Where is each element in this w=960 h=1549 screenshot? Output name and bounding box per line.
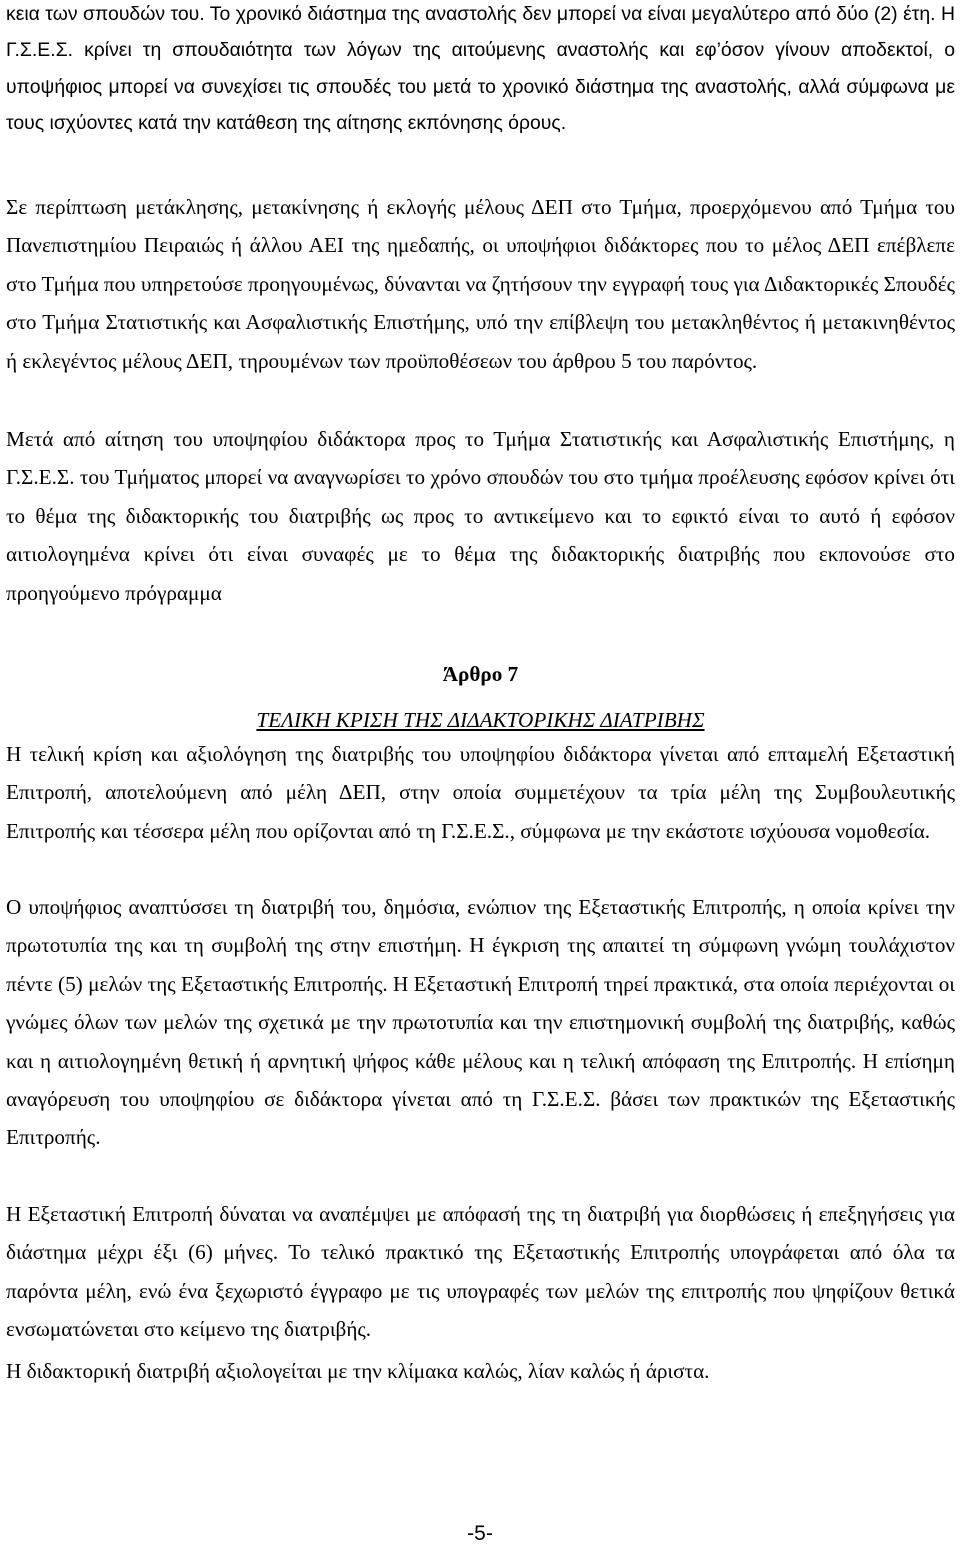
article-title: ΤΕΛΙΚΗ ΚΡΙΣΗ ΤΗΣ ΔΙΔΑΚΤΟΡΙΚΗΣ ΔΙΑΤΡΙΒΗΣ: [256, 708, 705, 732]
paragraph-thesis-revision: Η Εξεταστική Επιτροπή δύναται να αναπέμψει με απόφασή της τη διατριβή για διορθώσεις ή επεξηγήσεις για διάστημα μέχρι έξι (6) μήνες. Το τελικό πρακτικό της Εξεταστικής Επιτροπής υπογράφεται από όλα τα παρόντα μέλη, ενώ ένα ξεχωριστό έγγραφο με τις υπογραφές των μελών της επιτροπής που ψηφίζουν θετικά ενσωματώνεται στο κείμενο της διατριβής.: [6, 1202, 955, 1342]
paragraph-examination-committee: Η τελική κρίση και αξιολόγηση της διατριβής του υποψηφίου διδάκτορα γίνεται από επταμελή Εξεταστική Επιτροπή, αποτελούμενη από μέλη ΔΕΠ, στην οποία συμμετέχουν τα τρία μέλη της Συμβουλευτικής Επιτροπής και τέσσερα μέλη που ορίζονται από τη Γ.Σ.Ε.Σ., σύμφωνα με την εκάστοτε ισχύουσα νομοθεσία.: [6, 742, 955, 843]
paragraph-study-time-recognition: Μετά από αίτηση του υποψηφίου διδάκτορα προς το Τμήμα Στατιστικής και Ασφαλιστικής Επιστήμης, η Γ.Σ.Ε.Σ. του Τμήματος μπορεί να αναγνωρίσει το χρόνο σπουδών του στο τμήμα προέλευσης εφόσον κρίνει ότι το θέμα της διδακτορικής του διατριβής ως προς το αντικείμενο και το εφικτό είναι το αυτό ή εφόσον αιτιολογημένα κρίνει ότι είναι συναφές με το θέμα της διδακτορικής διατριβής που εκπονούσε στο προηγούμενο πρόγραμμα: [6, 427, 955, 605]
page-number: -5-: [467, 1522, 493, 1545]
paragraph-staff-transfer: Σε περίπτωση μετάκλησης, μετακίνησης ή εκλογής μέλους ΔΕΠ στο Τμήμα, προερχόμενου από Τμήμα του Πανεπιστημίου Πειραιώς ή άλλου ΑΕΙ της ημεδαπής, οι υποψήφιοι διδάκτορες που το μέλος ΔΕΠ επέβλεπε στο Τμήμα που υπηρετούσε προηγουμένως, δύνανται να ζητήσουν την εγγραφή τους για Διδακτορικές Σπουδές στο Τμήμα Στατιστικής και Ασφαλιστικής Επιστήμης, υπό την επίβλεψη του μετακληθέντος ή μετακινηθέντος ή εκλεγέντος μέλους ΔΕΠ, τηρουμένων των προϋποθέσεων του άρθρου 5 του παρόντος.: [6, 195, 955, 373]
paragraph-suspension-continuation: κεια των σπουδών του. Το χρονικό διάστημα της αναστολής δεν μπορεί να είναι μεγαλύτερο από δύο (2) έτη. Η Γ.Σ.Ε.Σ. κρίνει τη σπουδαιότητα των λόγων της αιτούμενης αναστολής και εφ’όσον γίνουν αποδεκτοί, ο υποψήφιος μπορεί να συνεχίσει τις σπουδές του μετά το χρονικό διάστημα της αναστολής, αλλά σύμφωνα με τους ισχύοντες κατά την κατάθεση της αίτησης εκπόνησης όρους.: [6, 3, 955, 134]
paragraph-grading-scale: Η διδακτορική διατριβή αξιολογείται με την κλίμακα καλώς, λίαν καλώς ή άριστα.: [6, 1359, 710, 1383]
paragraph-thesis-defense: Ο υποψήφιος αναπτύσσει τη διατριβή του, δημόσια, ενώπιον της Εξεταστικής Επιτροπής, η οποία κρίνει την πρωτοτυπία της και τη συμβολή της στην επιστήμη. Η έγκριση της απαιτεί τη σύμφωνη γνώμη τουλάχιστον πέντε (5) μελών της Εξεταστικής Επιτροπής. Η Εξεταστική Επιτροπή τηρεί πρακτικά, στα οποία περιέχονται οι γνώμες όλων των μελών της σχετικά με την πρωτοτυπία και την επιστημονική συμβολή της διατριβής, καθώς και η αιτιολογημένη θετική ή αρνητική ψήφος κάθε μέλους και η τελική απόφαση της Επιτροπής. Η επίσημη αναγόρευση του υποψηφίου σε διδάκτορα γίνεται από τη Γ.Σ.Ε.Σ. βάσει των πρακτικών της Εξεταστικής Επιτροπής.: [6, 895, 955, 1150]
article-number: Άρθρο 7: [442, 662, 519, 686]
